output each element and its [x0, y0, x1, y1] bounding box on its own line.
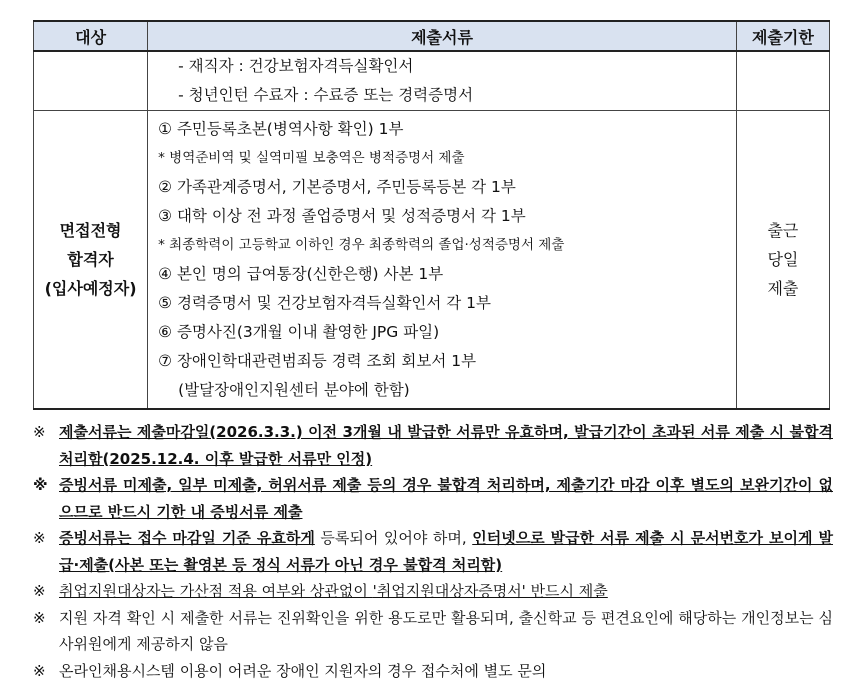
deadline-cell	[736, 111, 829, 410]
doc-line: ⑤ 경력증명서 및 건강보험자격득실확인서 각 1부	[158, 293, 492, 312]
note-text: 지원 자격 확인 시 제출한 서류는 진위확인을 위한 용도로만 활용되며, 출신학교 등 편견요인에 해당하는 개인정보는 심사위원에게 제공하지 않음	[59, 608, 833, 653]
note-text-part: '취업지원대상자증명서' 반드시 제출	[372, 582, 608, 600]
note-text	[59, 578, 833, 605]
doc-line: (발달장애인지원센터 분야에 한함)	[178, 380, 410, 399]
doc-line: ⑥ 증명사진(3개월 이내 촬영한 JPG 파일)	[158, 322, 440, 341]
header-target: 대상	[34, 21, 148, 51]
doc-line: ③ 대학 이상 전 과정 졸업증명서 및 성적증명서 각 1부	[158, 206, 526, 225]
table-row	[34, 111, 830, 410]
deadline-line: 출근	[767, 221, 799, 240]
note-mark: ※	[33, 661, 46, 680]
doc-line: ④ 본인 명의 급여통장(신한은행) 사본 1부	[158, 264, 444, 283]
docs-cell	[148, 51, 737, 111]
doc-line: - 재직자 : 건강보험자격득실확인서	[178, 57, 414, 75]
header-docs: 제출서류	[148, 21, 737, 51]
note-mark: ※	[33, 529, 46, 547]
doc-line: - 청년인턴 수료자 : 수료증 또는 경력증명서	[178, 86, 474, 104]
doc-note: * 병역준비역 및 실역미필 보충역은 병적증명서 제출	[158, 149, 465, 166]
note-item	[33, 605, 833, 658]
doc-line: ⑦ 장애인학대관련범죄등 경력 조회 회보서 1부	[158, 351, 477, 370]
target-cell	[34, 111, 148, 410]
notes-list	[33, 419, 833, 684]
deadline-line: 당일	[767, 250, 799, 269]
note-text-part: 등록되어 있어야 하며,	[314, 529, 473, 547]
note-item	[33, 419, 833, 472]
note-text: 증빙서류 미제출, 일부 미제출, 허위서류 제출 등의 경우 불합격 처리하며, 제출기간 마감 이후 별도의 보완기간이 없으므로 반드시 기한 내 증빙서류 제출	[59, 476, 833, 521]
note-item	[33, 658, 833, 684]
table-header-row	[34, 21, 830, 51]
doc-note: * 최종학력이 고등학교 이하인 경우 최종학력의 졸업·성적증명서 제출	[158, 236, 565, 253]
target-line: 합격자	[67, 250, 114, 269]
deadline-cell-empty	[736, 51, 829, 111]
documents-table	[33, 20, 830, 410]
note-text	[59, 525, 833, 578]
target-line: 면접전형	[59, 221, 122, 240]
table-row	[34, 51, 830, 111]
note-item	[33, 578, 833, 605]
note-text-part: 인터넷으로 발급한 서류 제출 시 문서번호가 보이게 발급·제출(사본 또는 촬영본 등 정식 서류가 아닌 경우 불합격 처리함)	[59, 529, 833, 574]
note-text-part: 취업지원대상자는 가산점 적용 여부와 상관없이	[59, 582, 373, 600]
docs-cell	[148, 111, 737, 410]
note-item	[33, 525, 833, 578]
doc-line: ① 주민등록초본(병역사항 확인) 1부	[158, 119, 404, 138]
note-mark: ※	[33, 476, 48, 494]
target-line: (입사예정자)	[44, 279, 137, 298]
note-text: 제출서류는 제출마감일(2026.3.3.) 이전 3개월 내 발급한 서류만 유효하며, 발급기간이 초과된 서류 제출 시 불합격 처리함(2025.12.4. 이후 발급한 서류만 인정)	[59, 423, 833, 468]
header-deadline: 제출기한	[736, 21, 829, 51]
doc-line: ② 가족관계증명서, 기본증명서, 주민등록등본 각 1부	[158, 177, 516, 196]
note-mark: ※	[33, 423, 46, 441]
note-text: 온라인채용시스템 이용이 어려운 장애인 지원자의 경우 접수처에 별도 문의	[59, 661, 547, 680]
note-mark: ※	[33, 582, 46, 600]
note-item	[33, 472, 833, 525]
note-text-part: 증빙서류는 접수 마감일 기준 유효하게	[59, 529, 315, 547]
target-cell-empty	[34, 51, 148, 111]
note-mark: ※	[33, 608, 46, 627]
deadline-line: 제출	[767, 279, 799, 298]
